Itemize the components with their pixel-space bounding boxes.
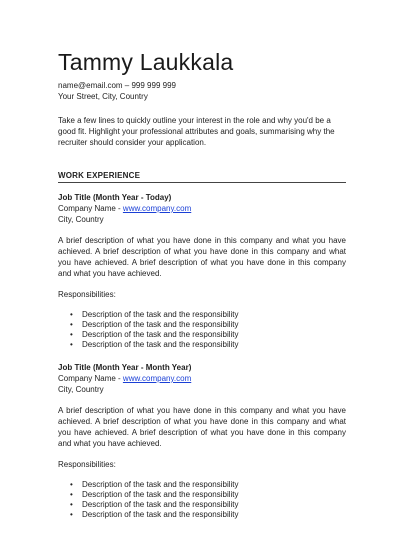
responsibilities-list: [58, 480, 346, 520]
bullet-icon: •: [70, 500, 73, 509]
responsibility-text: Description of the task and the responsibility: [82, 510, 239, 519]
list-item: [58, 500, 346, 510]
company-website-link[interactable]: www.company.com: [122, 204, 192, 213]
job-entry: [58, 362, 346, 520]
bullet-icon: •: [70, 340, 73, 349]
responsibility-text: Description of the task and the responsibility: [82, 340, 239, 349]
responsibility-text: Description of the task and the responsibility: [82, 330, 239, 339]
list-item: [58, 310, 346, 320]
contact-email-phone: name@email.com – 999 999 999: [58, 81, 176, 90]
bullet-icon: •: [70, 310, 73, 319]
company-line: [58, 373, 346, 384]
responsibilities-label: Responsibilities:: [58, 290, 116, 299]
responsibility-text: Description of the task and the responsibility: [82, 320, 239, 329]
profile-summary: Take a few lines to quickly outline your interest in the role and why you'd be a good fit. Highlight your professional attributes and goals, summarising why the recruiter should consider your application.: [58, 116, 335, 147]
bullet-icon: •: [70, 480, 73, 489]
list-item: [58, 320, 346, 330]
job-location: City, Country: [58, 385, 104, 394]
resume-content: [58, 48, 346, 520]
list-item: [58, 490, 346, 500]
job-title: Job Title (Month Year - Month Year): [58, 363, 192, 372]
list-item: [58, 510, 346, 520]
responsibilities-label: Responsibilities:: [58, 460, 116, 469]
responsibility-text: Description of the task and the responsibility: [82, 310, 239, 319]
responsibilities-list: [58, 310, 346, 350]
company-line: [58, 203, 346, 214]
bullet-icon: •: [70, 510, 73, 519]
job-entry: [58, 192, 346, 350]
company-name: Company Name -: [58, 204, 123, 213]
company-name: Company Name -: [58, 374, 123, 383]
job-description: A brief description of what you have done in this company and what you have achieved. A brief description of what you have done in this company and what you have achieved. A brief description of what you have done in this company and what you have achieved.: [58, 236, 346, 278]
list-item: [58, 480, 346, 490]
responsibility-text: Description of the task and the responsibility: [82, 500, 239, 509]
contact-address: Your Street, City, Country: [58, 92, 148, 101]
job-description: A brief description of what you have done in this company and what you have achieved. A brief description of what you have done in this company and what you have achieved. A brief description of what you have done in this company and what you have achieved.: [58, 406, 346, 448]
bullet-icon: •: [70, 330, 73, 339]
list-item: [58, 340, 346, 350]
section-title-work-experience: WORK EXPERIENCE: [58, 170, 346, 183]
responsibility-text: Description of the task and the responsibility: [82, 490, 239, 499]
bullet-icon: •: [70, 490, 73, 499]
job-location: City, Country: [58, 215, 104, 224]
job-title: Job Title (Month Year - Today): [58, 193, 172, 202]
list-item: [58, 330, 346, 340]
responsibility-text: Description of the task and the responsibility: [82, 480, 239, 489]
company-website-link[interactable]: www.company.com: [122, 374, 192, 383]
bullet-icon: •: [70, 320, 73, 329]
candidate-name: Tammy Laukkala: [58, 49, 234, 75]
